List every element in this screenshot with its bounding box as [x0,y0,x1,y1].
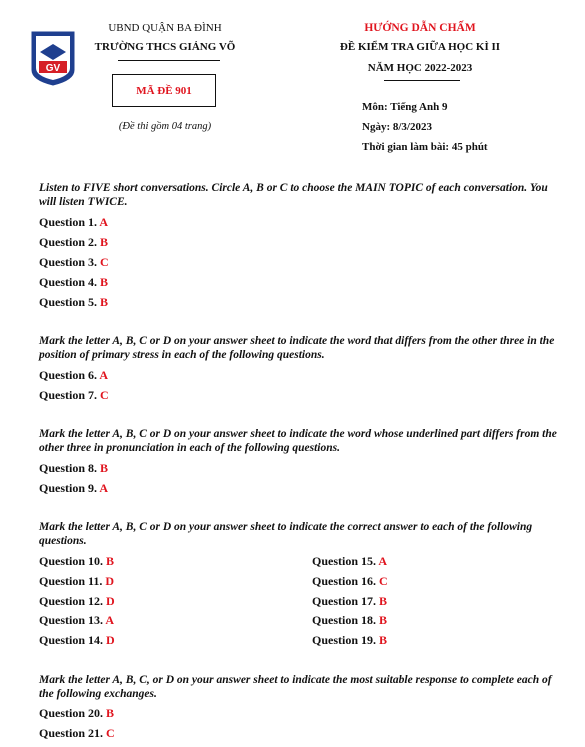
question-label: Question 2. [39,235,98,249]
answer-row [39,554,114,568]
answer-key: C [379,574,388,588]
answer-key: C [106,726,115,740]
answer-row [39,255,109,269]
answer-row [39,706,114,720]
question-label: Question 6. [39,368,98,382]
question-label: Question 15. [312,554,377,568]
answer-key: B [100,295,109,309]
subject: Môn: Tiếng Anh 9 [362,101,448,113]
question-label: Question 10. [39,554,104,568]
section-1-instruction: Listen to FIVE short conversations. Circle A, B or C to choose the MAIN TOPIC of each conversation. You will listen TWICE. [39,182,548,208]
question-label: Question 18. [312,613,377,627]
answer-row [312,613,387,627]
question-label: Question 7. [39,388,98,402]
section-2-instruction: Mark the letter A, B, C or D on your answer sheet to indicate the word that differs from the other three in the position of primary stress in each of the following questions. [39,335,555,361]
pages-note: (Đề thi gồm 04 trang) [118,121,212,132]
answer-key: B [379,633,388,647]
exam-date: Ngày: 8/3/2023 [362,121,432,133]
answer-row [312,554,387,568]
answer-key: C [100,255,109,269]
answer-row [39,215,108,229]
answer-row [39,461,108,475]
answer-key: A [99,215,109,229]
section-5-instruction: Mark the letter A, B, C, or D on your answer sheet to indicate the most suitable response to complete each of the following exchanges. [39,674,552,700]
question-label: Question 3. [39,255,98,269]
answer-row [39,368,108,382]
answer-row [312,574,388,588]
answer-key: B [106,706,115,720]
question-label: Question 17. [312,594,377,608]
answer-row [39,235,108,249]
answer-row [39,726,115,740]
question-label: Question 11. [39,574,103,588]
answer-key: B [379,594,388,608]
answer-row [39,594,115,608]
question-label: Question 5. [39,295,98,309]
answer-key: A [105,613,115,627]
exam-code-box [112,74,216,107]
doc-type: HƯỚNG DẪN CHẤM [364,22,476,34]
question-label: Question 9. [39,481,98,495]
answer-row [312,633,387,647]
exam-code: MÃ ĐỀ 901 [136,84,192,97]
school-name: TRƯỜNG THCS GIẢNG VÕ [94,41,236,53]
answer-key: D [106,594,115,608]
question-label: Question 13. [39,613,104,627]
divider [384,80,460,81]
answer-row [312,594,387,608]
question-label: Question 1. [39,215,98,229]
answer-row [39,388,109,402]
district-name: UBND QUẬN BA ĐÌNH [108,22,222,34]
question-label: Question 21. [39,726,104,740]
section-4-instruction: Mark the letter A, B, C or D on your answer sheet to indicate the correct answer to each of the following questions. [39,521,533,547]
answer-row [39,295,108,309]
answer-row [39,481,108,495]
answer-key: D [106,633,115,647]
question-label: Question 16. [312,574,377,588]
question-label: Question 20. [39,706,104,720]
answer-row [39,613,114,627]
section-3-instruction: Mark the letter A, B, C or D on your answer sheet to indicate the word whose underlined part differs from the other three in pronunciation in each of the following questions. [39,428,557,454]
question-label: Question 4. [39,275,98,289]
answer-key: A [99,368,109,382]
question-label: Question 19. [312,633,377,647]
answer-key: B [106,554,115,568]
school-year: NĂM HỌC 2022-2023 [367,62,473,74]
answer-key: B [100,461,109,475]
answer-row [39,633,115,647]
answer-row [39,275,108,289]
question-label: Question 12. [39,594,104,608]
answer-key: C [100,388,109,402]
duration: Thời gian làm bài: 45 phút [362,141,488,153]
logo-text: GV [45,63,61,74]
question-label: Question 8. [39,461,98,475]
school-logo [30,30,76,86]
answer-row [39,574,114,588]
answer-key: B [100,235,109,249]
question-label: Question 14. [39,633,104,647]
divider [118,60,220,61]
answer-key: A [99,481,109,495]
answer-key: B [379,613,388,627]
answer-key: D [105,574,115,588]
answer-key: B [100,275,109,289]
exam-title: ĐỀ KIỂM TRA GIỮA HỌC KÌ II [339,41,501,53]
answer-key: A [378,554,388,568]
